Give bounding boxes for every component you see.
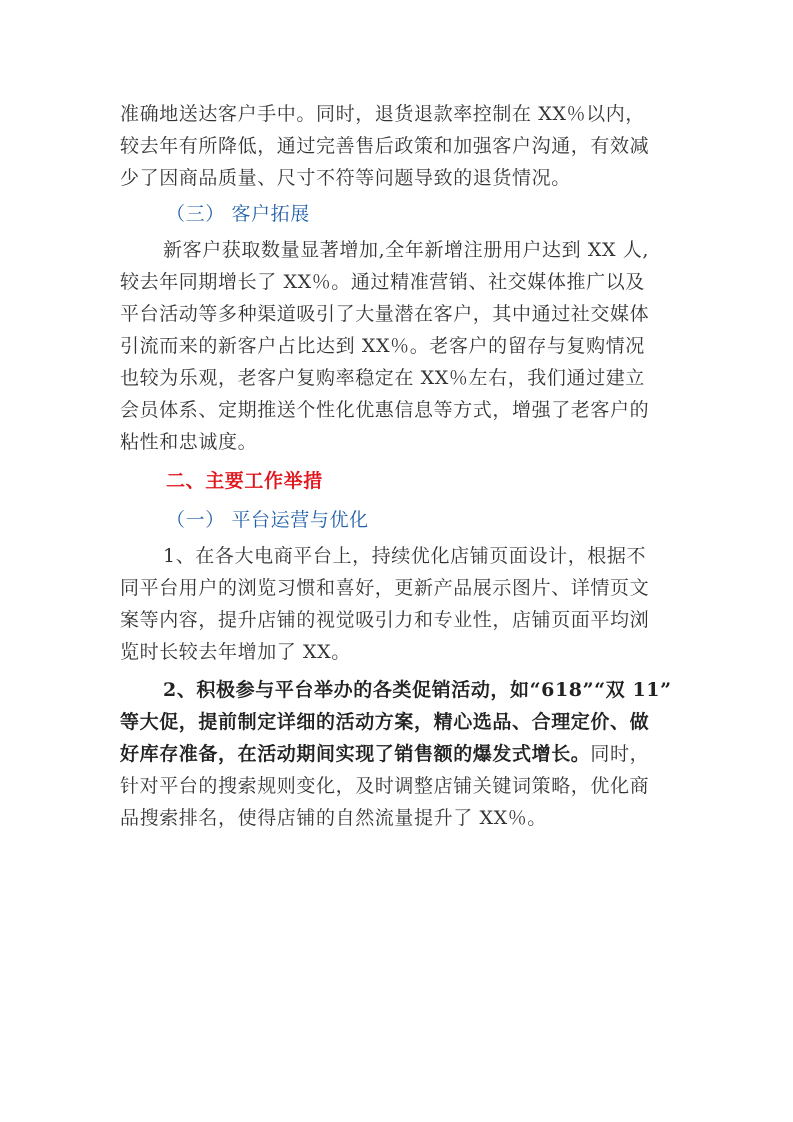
paragraph-line: 较去年同期增长了 XX％。通过精准营销、社交媒体推广以及 [120, 271, 645, 293]
document-body [120, 98, 680, 834]
paragraph-line: 平台活动等多种渠道吸引了大量潜在客户，其中通过社交媒体 [120, 303, 650, 325]
paragraph-line-bold: 2、积极参与平台举办的各类促销活动，如“618”“双 11” [163, 679, 672, 701]
section-subheading-customer-expansion: （三） 客户拓展 [166, 203, 310, 225]
section-heading-main-measures: 二、主要工作举措 [166, 470, 323, 492]
paragraph-line: 也较为乐观，老客户复购率稳定在 XX％左右，我们通过建立 [120, 367, 645, 389]
paragraph-line: 引流而来的新客户占比达到 XX％。老客户的留存与复购情况 [120, 335, 645, 357]
paragraph-line: 针对平台的搜索规则变化，及时调整店铺关键词策略，优化商 [120, 775, 650, 797]
paragraph-line: 新客户获取数量显著增加,全年新增注册用户达到 XX 人, [163, 239, 650, 261]
plain-text: 同时， [590, 743, 650, 765]
paragraph-line: 1、在各大电商平台上，持续优化店铺页面设计，根据不 [163, 545, 647, 567]
paragraph-line: 会员体系、定期推送个性化优惠信息等方式，增强了老客户的 [120, 399, 650, 421]
bold-text: 好库存准备，在活动期间实现了销售额的爆发式增长。 [120, 743, 591, 765]
paragraph-line: 案等内容，提升店铺的视觉吸引力和专业性，店铺页面平均浏 [120, 609, 650, 631]
paragraph-line: 准确地送达客户手中。同时，退货退款率控制在 XX％以内， [120, 103, 645, 125]
paragraph-line: 同平台用户的浏览习惯和喜好，更新产品展示图片、详情页文 [120, 577, 650, 599]
paragraph-line [120, 738, 680, 770]
paragraph-line: 览时长较去年增加了 XX。 [120, 641, 351, 663]
paragraph-line: 品搜索排名，使得店铺的自然流量提升了 XX％。 [120, 807, 547, 829]
paragraph-line-bold: 等大促，提前制定详细的活动方案，精心选品、合理定价、做 [120, 711, 650, 733]
paragraph-line: 少了因商品质量、尺寸不符等问题导致的退货情况。 [120, 167, 571, 189]
paragraph-line: 粘性和忠诚度。 [120, 431, 258, 453]
paragraph-line: 较去年有所降低，通过完善售后政策和加强客户沟通，有效减 [120, 135, 650, 157]
section-subheading-platform-operations: （一） 平台运营与优化 [166, 509, 369, 531]
